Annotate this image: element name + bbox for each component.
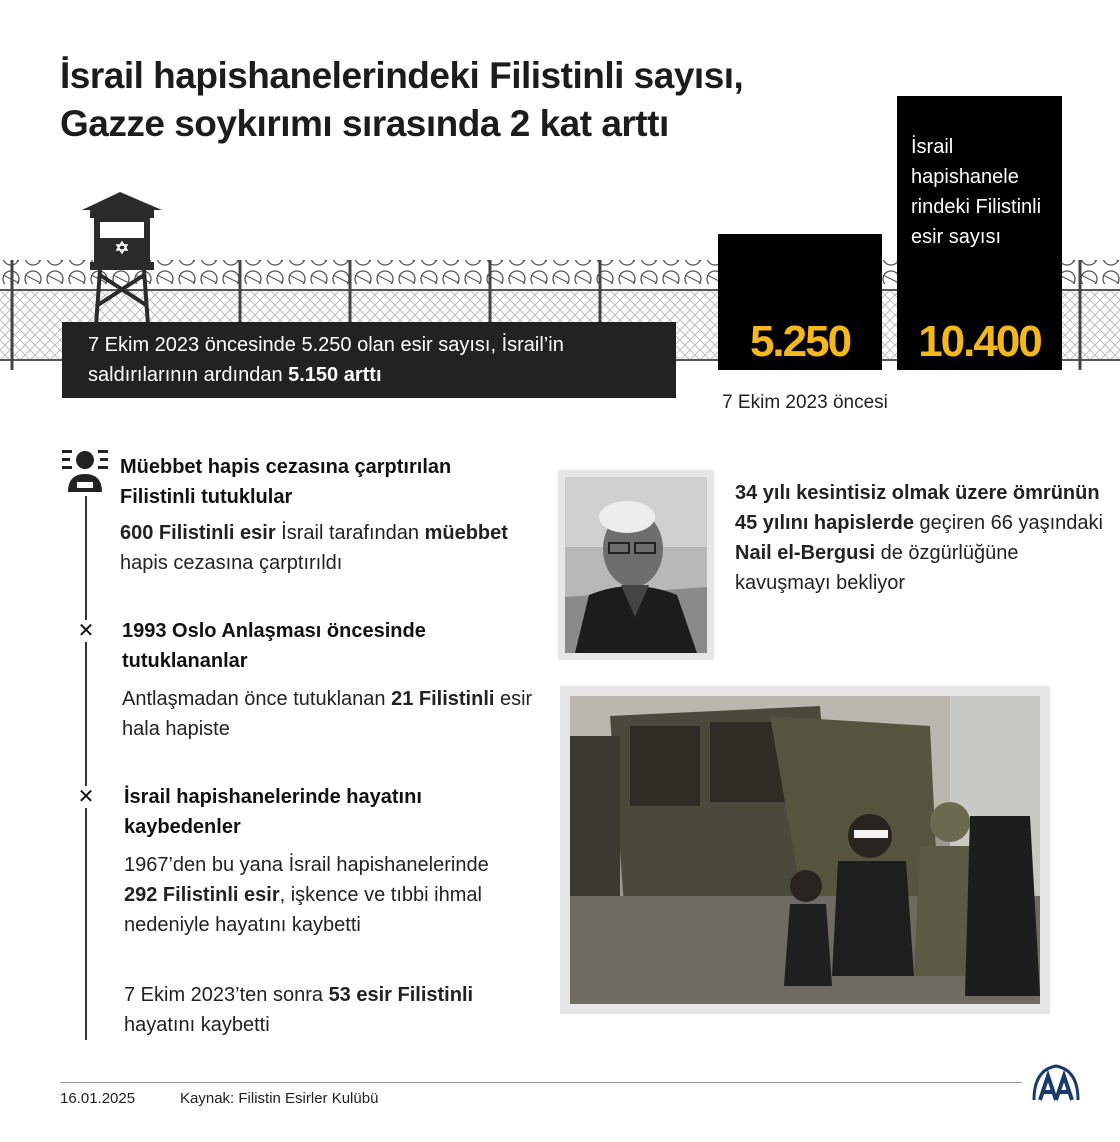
- life-sentence-text-2: hapis cezasına çarptırıldı: [120, 552, 343, 574]
- section-life-sentence-text: [120, 518, 540, 578]
- bar-before-caption: 7 Ekim 2023 öncesi: [722, 392, 888, 413]
- oslo-count: 21 Filistinli: [391, 688, 495, 710]
- summary-banner: [62, 322, 676, 398]
- bar-after: [897, 96, 1062, 370]
- bergusi-name: Nail el-Bergusi: [735, 542, 876, 564]
- deaths-after-text-2: hayatını kaybetti: [124, 1014, 270, 1036]
- oslo-text-2: esir hala hapiste: [122, 688, 533, 740]
- bar-after-value: 10.400: [918, 317, 1041, 366]
- life-sentence-bold: müebbet: [424, 522, 508, 544]
- footer-date: 16.01.2025: [60, 1090, 136, 1107]
- x-mark-icon: ✕: [77, 620, 95, 642]
- banner-bold: 5.150 arttı: [288, 364, 382, 386]
- bergusi-text-1: geçiren 66 yaşındaki: [913, 512, 1103, 534]
- timeline-line: [85, 490, 87, 1040]
- footer-divider: [60, 1082, 1022, 1083]
- portrait-photo: [558, 470, 714, 660]
- page-title: [60, 52, 900, 148]
- detainees-photo: [560, 686, 1050, 1014]
- section-deaths-text: [124, 850, 524, 940]
- section-deaths-head: İsrail hapishanelerinde hayatını kaybedenler: [124, 786, 422, 838]
- deaths-count: 292 Filistinli esir: [124, 884, 280, 906]
- prisoner-icon: [60, 446, 110, 496]
- x-mark-icon: ✕: [77, 786, 95, 808]
- bergusi-text: [735, 478, 1105, 598]
- bar-before-value: 5.250: [749, 317, 851, 366]
- title-line-2: Gazze soykırımı sırasında 2 kat arttı: [60, 103, 669, 144]
- oslo-text-1: Antlaşmadan önce tutuklanan: [122, 688, 392, 710]
- bar-before: [718, 234, 882, 370]
- bar-after-label: İsrail hapishanele rindeki Filistinli esir sayısı: [911, 136, 1042, 248]
- banner-text: 7 Ekim 2023 öncesinde 5.250 olan esir sayısı, İsrail’in saldırılarının ardından: [88, 334, 564, 386]
- life-sentence-count: 600 Filistinli esir: [120, 522, 276, 544]
- deaths-after-count: 53 esir Filistinli: [328, 984, 474, 1006]
- footer-source: Kaynak: Filistin Esirler Kulübü: [180, 1090, 379, 1107]
- deaths-text-1: 1967’den bu yana İsrail hapishanelerinde: [124, 854, 489, 876]
- aa-logo-icon: [1030, 1062, 1082, 1104]
- section-oslo-text: [122, 684, 542, 744]
- bergusi-text-2: de özgürlüğüne kavuşmayı bekliyor: [735, 542, 1019, 594]
- title-line-1: İsrail hapishanelerindeki Filistinli sayısı,: [60, 55, 744, 96]
- section-life-sentence-head: Müebbet hapis cezasına çarptırılan Filistinli tutuklular: [120, 456, 452, 508]
- deaths-after-text-1: 7 Ekim 2023’ten sonra: [124, 984, 329, 1006]
- section-oslo-head: 1993 Oslo Anlaşması öncesinde tutuklananlar: [122, 620, 426, 672]
- life-sentence-text-1: İsrail tarafından: [275, 522, 425, 544]
- deaths-text-2: , işkence ve tıbbi ihmal nedeniyle hayatını kaybetti: [124, 884, 482, 936]
- bergusi-bold-1: 34 yılı kesintisiz olmak üzere ömrünün 45 yılını hapislerde: [735, 482, 1100, 534]
- section-deaths-text-2: [124, 980, 524, 1040]
